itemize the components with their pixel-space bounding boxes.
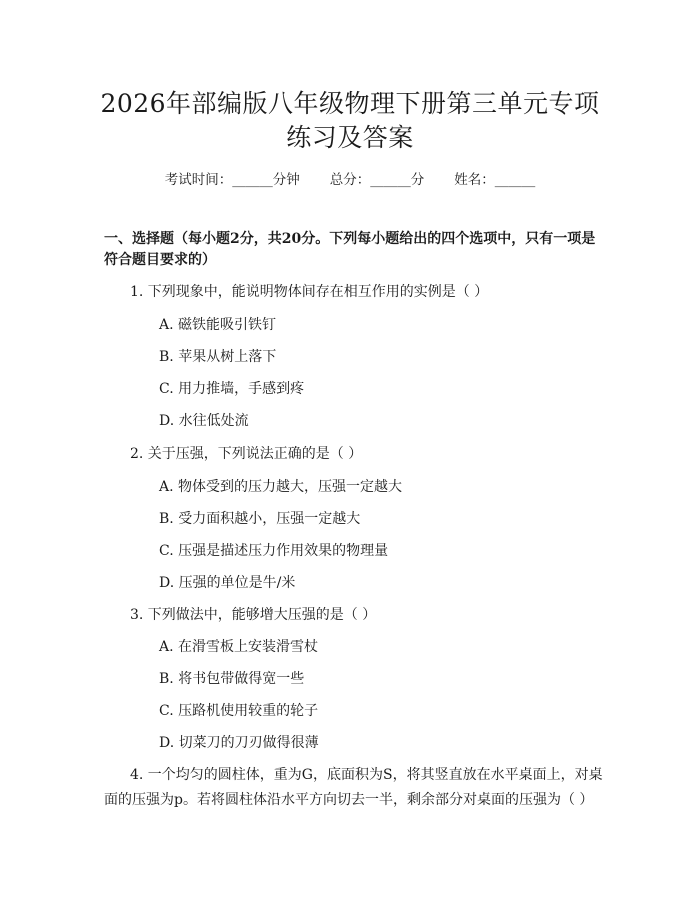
question-2-option-c: C. 压强是描述压力作用效果的物理量 [159, 543, 389, 559]
question-1-stem: 1. 下列现象中，能说明物体间存在相互作用的实例是（ ） [130, 284, 489, 300]
exam-time-field: 考试时间：______分钟 [164, 172, 300, 188]
question-2-option-d: D. 压强的单位是牛/米 [159, 575, 296, 591]
document-title-line2: 练习及答案 [286, 123, 414, 152]
document-title-line1: 2026年部编版八年级物理下册第三单元专项 [100, 89, 600, 118]
question-3-stem: 3. 下列做法中，能够增大压强的是（ ） [130, 607, 377, 623]
question-1-option-d: D. 水往低处流 [159, 413, 249, 429]
question-3-option-c: C. 压路机使用较重的轮子 [159, 703, 319, 719]
question-1-option-b: B. 苹果从树上落下 [159, 349, 277, 365]
question-2-option-a: A. 物体受到的压力越大，压强一定越大 [159, 479, 403, 495]
question-1-option-a: A. 磁铁能吸引铁钉 [159, 317, 277, 333]
student-name-field: 姓名：______ [454, 172, 536, 188]
question-3-option-d: D. 切菜刀的刀刃做得很薄 [159, 735, 319, 751]
section-heading-multiple-choice: 一、选择题（每小题2分，共20分。下列每小题给出的四个选项中，只有一项是符合题目要求的） [104, 231, 596, 268]
question-2-option-b: B. 受力面积越小，压强一定越大 [159, 511, 361, 527]
question-3-option-a: A. 在滑雪板上安装滑雪杖 [159, 639, 319, 655]
total-score-field: 总分：______分 [329, 172, 425, 188]
question-3-option-b: B. 将书包带做得宽一些 [159, 671, 305, 687]
question-1-option-c: C. 用力推墙，手感到疼 [159, 381, 305, 397]
question-2-stem: 2. 关于压强，下列说法正确的是（ ） [130, 446, 363, 462]
question-4-stem: 4. 一个均匀的圆柱体，重为G，底面积为S，将其竖直放在水平桌面上，对桌面的压强为p。若将圆柱体沿水平方向切去一半，剩余部分对桌面的压强为（ ） [104, 767, 603, 808]
exam-meta-row [0, 168, 700, 188]
